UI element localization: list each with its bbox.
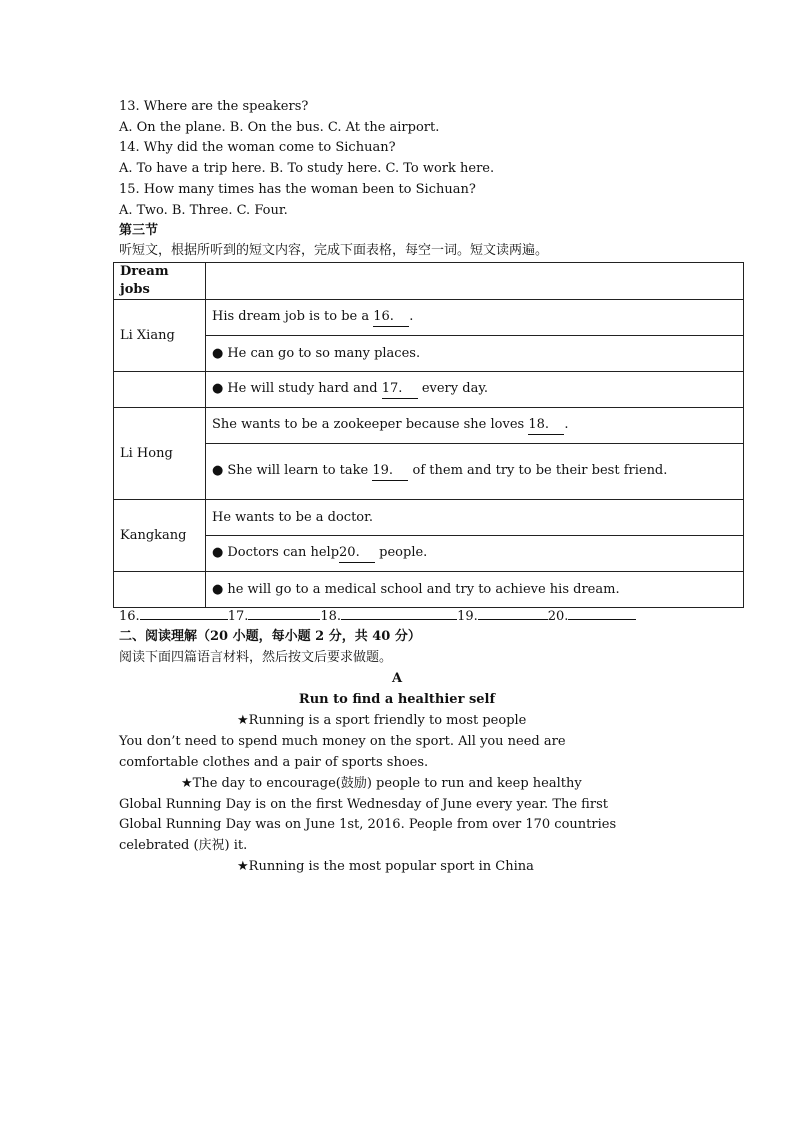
answer-label-16: 16. [119, 609, 140, 624]
passage-title: Run to find a healthier self [298, 692, 496, 707]
dream-jobs-table [113, 262, 744, 608]
passage-paragraph-2-line-3: celebrated (庆祝) it. [119, 838, 248, 853]
passage-point-3: ★Running is the most popular sport in China [237, 859, 534, 874]
empty-name-cell [114, 572, 206, 608]
passage-point-1: ★Running is a sport friendly to most people [237, 713, 527, 728]
row-text-cell: ● She will learn to take 19. of them and try to be their best friend. [206, 444, 744, 500]
row-text-cell: He wants to be a doctor. [206, 500, 744, 536]
section-3-title: 第三节 [119, 223, 159, 238]
answer-label-18: 18. [320, 609, 342, 624]
blank-18[interactable]: 18. [528, 416, 564, 435]
passage-paragraph-2-line-1: Global Running Day is on the first Wednesday of June every year. The first [119, 797, 608, 812]
row-text-cell: His dream job is to be a 16. . [206, 300, 744, 336]
table-row [114, 536, 744, 572]
table-row [114, 444, 744, 500]
reading-instruction: 阅读下面四篇语言材料，然后按文后要求做题。 [119, 650, 393, 665]
name-cell: Li Hong [114, 408, 206, 500]
question-14-options: A. To have a trip here. B. To study here. C. To work here. [119, 161, 495, 176]
answer-label-17: 17. [227, 609, 249, 624]
bullet-icon: ● [212, 581, 224, 597]
passage-label: A [391, 671, 403, 686]
blank-17[interactable]: 17. [382, 380, 418, 399]
table-row [114, 300, 744, 336]
row-text-cell: She wants to be a zookeeper because she loves 18. . [206, 408, 744, 444]
blank-20[interactable]: 20. [339, 544, 375, 563]
row-text-cell: ● He can go to so many places. [206, 336, 744, 372]
passage-paragraph-2-line-2: Global Running Day was on June 1st, 2016. People from over 170 countries [119, 817, 617, 832]
blank-19[interactable]: 19. [372, 462, 408, 481]
table-header-empty-cell [206, 263, 744, 300]
table-row [114, 500, 744, 536]
row-text-cell: ● Doctors can help20. people. [206, 536, 744, 572]
section-3-instruction: 听短文，根据所听到的短文内容，完成下面表格，每空一词。短文读两遍。 [119, 243, 549, 258]
question-13-options: A. On the plane. B. On the bus. C. At the airport. [119, 120, 440, 135]
answer-label-20: 20. [547, 609, 569, 624]
table-row [114, 572, 744, 608]
table-header-cell: Dream jobs [114, 263, 206, 300]
name-cell: Li Xiang [114, 300, 206, 372]
passage-point-2: ★The day to encourage(鼓励) people to run and keep healthy [181, 776, 582, 791]
table-row [114, 336, 744, 372]
name-cell: Kangkang [114, 500, 206, 572]
passage-paragraph-1-line-1: You don’t need to spend much money on the sport. All you need are [119, 734, 566, 749]
reading-section-title: 二、阅读理解（20 小题，每小题 2 分，共 40 分） [119, 629, 421, 644]
answer-label-19: 19. [457, 609, 478, 624]
table-row [114, 372, 744, 408]
question-15-options: A. Two. B. Three. C. Four. [119, 203, 288, 218]
row-text-cell: ● he will go to a medical school and try to achieve his dream. [206, 572, 744, 608]
answer-blank-16[interactable] [140, 607, 228, 620]
question-13: 13. Where are the speakers? [119, 99, 309, 114]
answer-blank-17[interactable] [248, 607, 320, 620]
question-14: 14. Why did the woman come to Sichuan? [119, 140, 396, 155]
answer-blank-18[interactable] [341, 607, 457, 620]
empty-name-cell [114, 372, 206, 408]
bullet-icon: ● [212, 545, 224, 560]
answer-line [119, 607, 636, 627]
bullet-icon: ● [212, 345, 224, 361]
table-row [114, 408, 744, 444]
row-text-cell: ● He will study hard and 17. every day. [206, 372, 744, 408]
answer-blank-19[interactable] [478, 607, 548, 620]
bullet-icon: ● [212, 381, 224, 396]
answer-blank-20[interactable] [568, 607, 636, 620]
passage-paragraph-1-line-2: comfortable clothes and a pair of sports shoes. [119, 755, 429, 770]
table-header-row [114, 263, 744, 300]
blank-16[interactable]: 16. [373, 308, 409, 327]
bullet-icon: ● [212, 463, 224, 478]
question-15: 15. How many times has the woman been to Sichuan? [119, 182, 476, 197]
